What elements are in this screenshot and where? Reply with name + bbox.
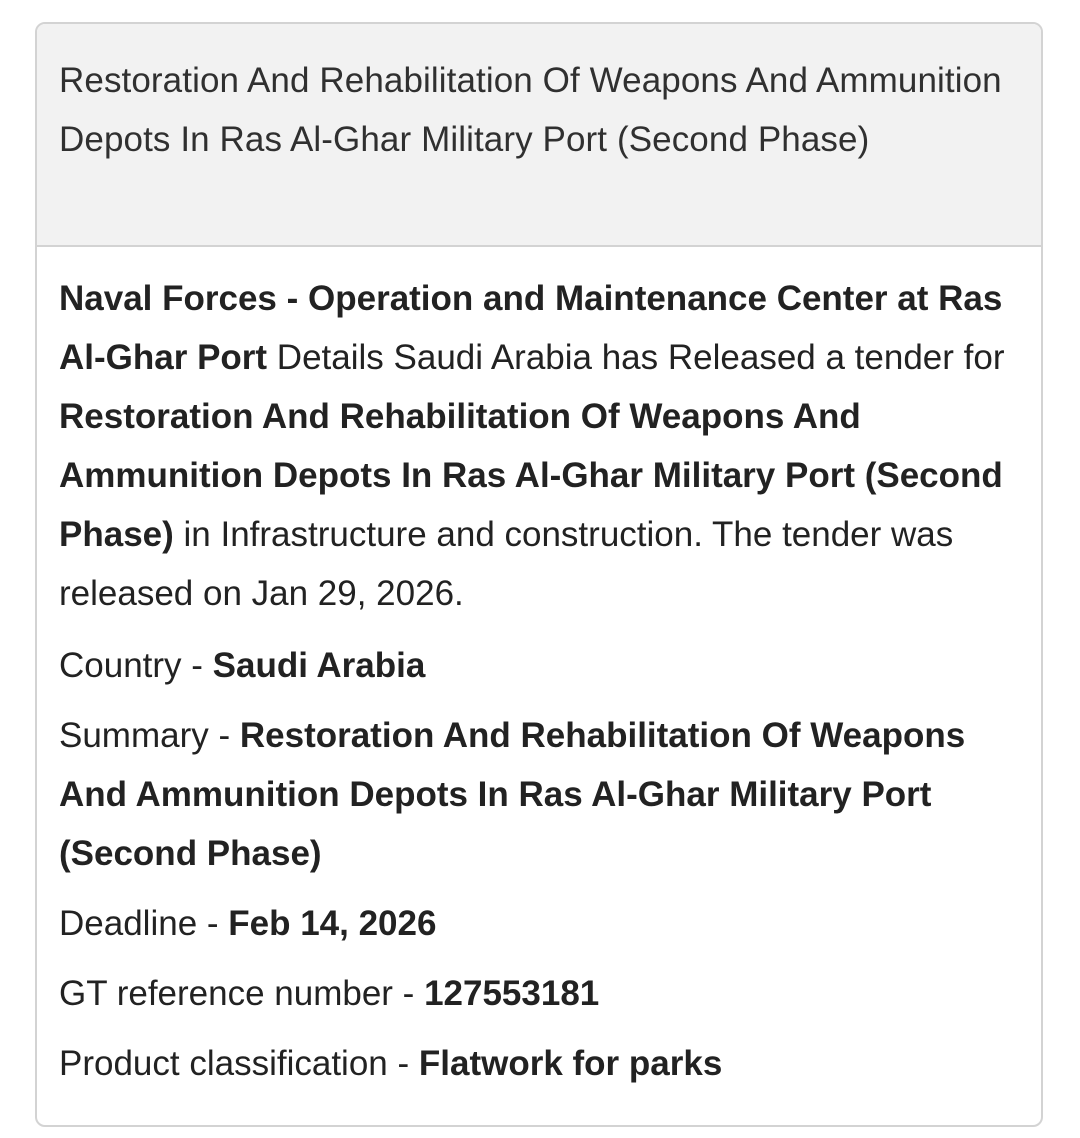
deadline-field [59, 894, 1019, 953]
product-classification-field [59, 1034, 1019, 1093]
deadline-value: Feb 14, 2026 [228, 904, 437, 943]
reference-number-field [59, 964, 1019, 1023]
reference-number-label: GT reference number - [59, 974, 425, 1013]
summary-field [59, 706, 1019, 883]
country-value: Saudi Arabia [212, 646, 426, 685]
country-label: Country - [59, 646, 213, 685]
tender-card-header [37, 24, 1041, 247]
description-text-1: Details Saudi Arabia has Released a tender for [267, 338, 1005, 377]
summary-value: Restoration And Rehabilitation Of Weapons And Ammunition Depots In Ras Al-Ghar Military Port (Second Phase) [59, 716, 966, 873]
country-field [59, 636, 1019, 695]
description-tender-name: Restoration And Rehabilitation Of Weapons And Ammunition Depots In Ras Al-Ghar Military Port (Second Phase) [59, 397, 1003, 554]
tender-card-body [37, 247, 1041, 1093]
tender-card [35, 22, 1043, 1127]
product-classification-label: Product classification - [59, 1044, 419, 1083]
reference-number-value: 127553181 [424, 974, 600, 1013]
tender-description [59, 269, 1019, 623]
summary-label: Summary - [59, 716, 240, 755]
description-text-2: in Infrastructure and construction. [173, 515, 713, 554]
product-classification-value: Flatwork for parks [418, 1044, 723, 1083]
tender-title[interactable]: Restoration And Rehabilitation Of Weapons And Ammunition Depots In Ras Al-Ghar Military Port (Second Phase) [59, 61, 1002, 159]
deadline-label: Deadline - [59, 904, 229, 943]
release-date-sentence: The tender was released on Jan 29, 2026. [59, 515, 954, 613]
organization-name: Naval Forces - Operation and Maintenance Center at Ras Al-Ghar Port [59, 279, 1003, 377]
